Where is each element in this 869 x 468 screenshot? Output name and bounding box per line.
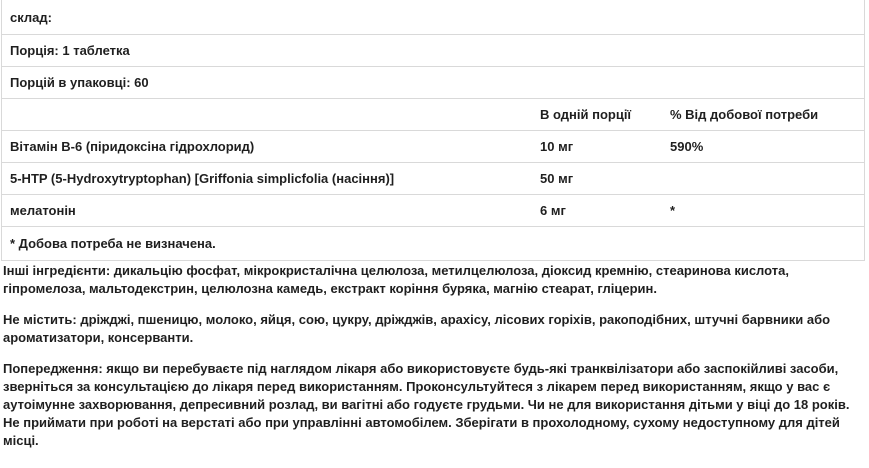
amount-per-serving-header: В одній порції xyxy=(540,107,632,122)
serving-size: Порція: 1 таблетка xyxy=(10,43,130,58)
table-row xyxy=(2,163,864,195)
servings-per-container-row xyxy=(2,67,864,99)
serving-size-row xyxy=(2,35,864,67)
table-header-row xyxy=(2,99,864,131)
table-row xyxy=(2,195,864,227)
ingredient-name: мелатонін xyxy=(10,203,76,218)
composition-row xyxy=(2,0,864,35)
servings-per-container: Порцій в упаковці: 60 xyxy=(10,75,149,90)
ingredient-daily-value: 590% xyxy=(670,139,704,154)
free-of-text: Не містить: дріжджі, пшеницю, молоко, яйця, сою, цукру, дріжджів, арахісу, лісових горіхів, ракоподібних, штучні барвники або ароматизатори, консерванти. xyxy=(3,312,831,345)
ingredient-name: Вітамін B-6 (піридоксіна гідрохлорид) xyxy=(10,139,255,154)
daily-value-header: % Від добової потреби xyxy=(670,107,819,122)
supplement-facts-table xyxy=(1,0,865,261)
ingredient-name: 5-HTP (5-Hydroxytryptophan) [Griffonia simplicfolia (насіння)] xyxy=(10,171,395,186)
composition-label: склад: xyxy=(10,9,52,25)
warnings-text: Попередження: якщо ви перебуваєте під наглядом лікаря або використовуєте будь-які транквілізатори або заспокійливі засоби, зверніться за консультацією до лікаря перед використанням. Проконсультуйтеся з лікарем перед використанням, якщо у вас є аутоімунне захворювання, депресивний розлад, ви вагітні або годуєте грудьми. Чи не для використання дітьми у віці до 18 років. Не приймати при роботі на верстаті або при управлінні автомобілем. Зберігати в прохолодному, сухому недоступному для дітей місці. xyxy=(3,361,850,448)
ingredient-daily-value: * xyxy=(670,203,676,218)
ingredient-amount: 6 мг xyxy=(540,203,566,218)
product-notes xyxy=(3,262,861,459)
other-ingredients-text: Інші інгредієнти: дикальцію фосфат, мікрокристалічна целюлоза, метилцелюлоза, діоксид кремнію, стеаринова кислота, гіпромелоза, мальтодекстрин, целюлозна камедь, екстракт коріння буряка, магнію стеарат, гліцерин. xyxy=(3,263,789,296)
ingredient-amount: 10 мг xyxy=(540,139,574,154)
footnote-row xyxy=(2,227,864,261)
table-row xyxy=(2,131,864,163)
ingredient-amount: 50 мг xyxy=(540,171,574,186)
footnote: * Добова потреба не визначена. xyxy=(10,236,216,251)
